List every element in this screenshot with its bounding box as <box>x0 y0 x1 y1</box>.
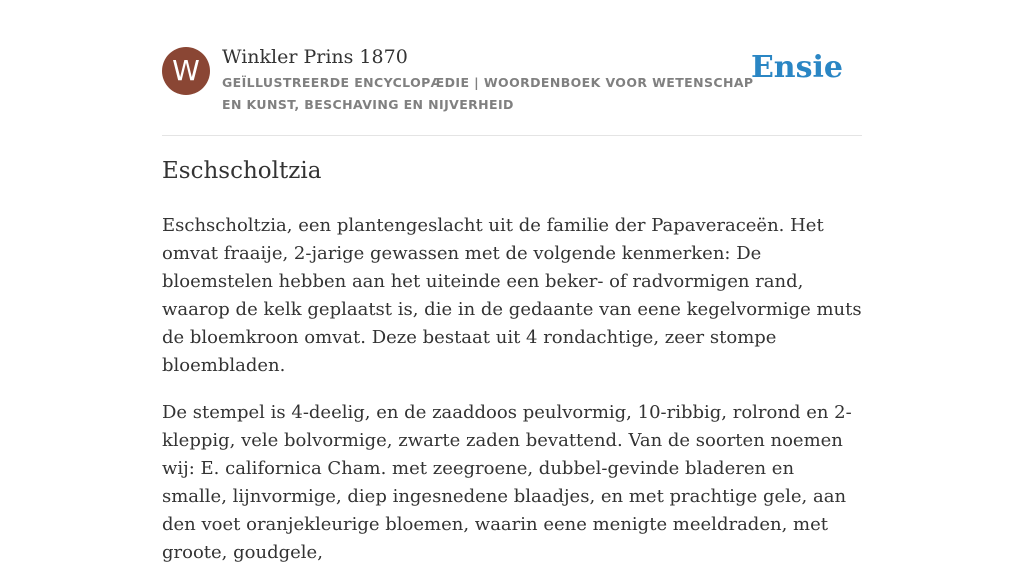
header <box>162 0 862 136</box>
publication-avatar[interactable]: W <box>162 47 210 95</box>
publication-subtitle: GEÏLLUSTREERDE ENCYCLOPÆDIE | WOORDENBOEK VOOR WETENSCHAP EN KUNST, BESCHAVING EN NIJVERHEID <box>222 75 754 112</box>
entry-title: Eschscholtzia <box>162 158 322 184</box>
ensie-logo[interactable]: Ensie <box>750 50 843 85</box>
entry-paragraph: Eschscholtzia, een plantengeslacht uit de familie der Papaveraceën. Het omvat fraaije, 2-jarige gewassen met de volgende kenmerken: De bloemstelen hebben aan het uiteinde een beker- of radvormigen rand, waarop de kelk geplaatst is, die in de gedaante van eene kegelvormige muts de bloemkroon omvat. Deze bestaat uit 4 rondachtige, zeer stompe bloembladen. <box>162 215 862 376</box>
entry-paragraph: De stempel is 4-deelig, en de zaaddoos peulvormig, 10-ribbig, rolrond en 2-kleppig, vele bolvormige, zwarte zaden bevattend. Van de soorten noemen wij: E. californica Cham. met zeegroene, dubbel-gevinde bladeren en smalle, lijnvormige, diep ingesnedene blaadjes, en met prachtige gele, aan den voet oranjekleurige bloemen, waarin eene menigte meeldraden, met groote, goudgele, <box>162 402 852 563</box>
entry-body <box>162 212 862 586</box>
publication-title[interactable]: Winkler Prins 1870 <box>222 46 408 68</box>
page-container <box>162 0 862 563</box>
